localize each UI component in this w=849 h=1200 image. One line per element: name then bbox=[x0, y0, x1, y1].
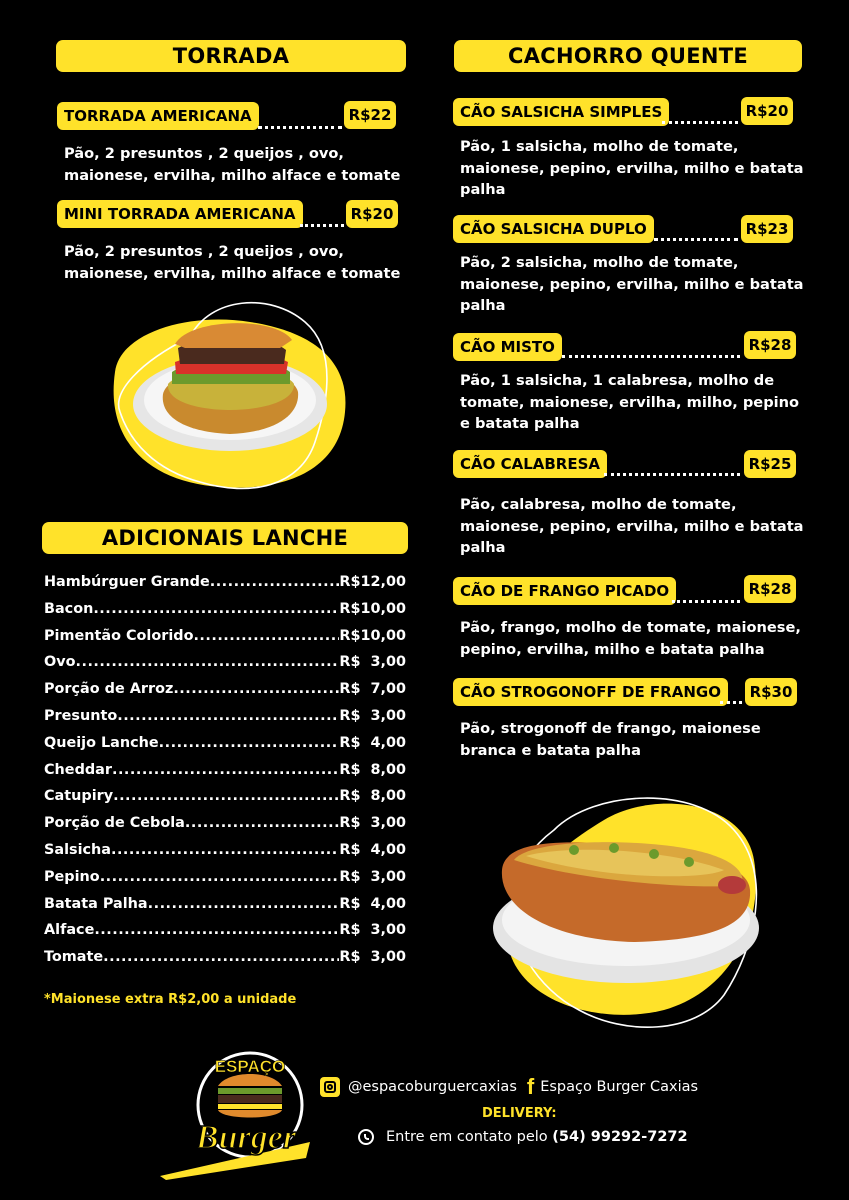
social-links bbox=[320, 1074, 698, 1100]
torrada-americana-price: R$22 bbox=[344, 101, 396, 129]
adicional-price: R$ 3,00 bbox=[339, 654, 406, 671]
adicional-name: Hambúrguer Grande bbox=[44, 574, 210, 590]
desc-line: maionese, pepino, ervilha, milho e batata bbox=[460, 275, 804, 293]
adicional-name: Bacon bbox=[44, 600, 94, 617]
cao-de-frango-picado-price: R$28 bbox=[744, 575, 796, 603]
cao-salsicha-simples-description bbox=[460, 136, 804, 201]
adicional-name: Batata Palha bbox=[44, 895, 148, 912]
adicional-name: Pimentão Colorido bbox=[44, 627, 194, 644]
adicional-price: R$ 3,00 bbox=[339, 922, 406, 939]
instagram-handle[interactable]: @espacoburguercaxias bbox=[348, 1079, 517, 1095]
desc-line: Pão, 1 salsicha, 1 calabresa, molho de bbox=[460, 372, 775, 389]
cao-strogonoff-de-frango-description bbox=[460, 718, 761, 761]
adicional-name: Porção de Cebola bbox=[44, 815, 185, 832]
cao-strogonoff-de-frango-name: CÃO STROGONOFF DE FRANGO bbox=[453, 678, 728, 706]
desc-line: Pão, 1 salsicha, molho de tomate, bbox=[460, 138, 739, 155]
dot-leader bbox=[654, 238, 738, 241]
cao-misto-description bbox=[460, 370, 799, 435]
dot-leader bbox=[210, 574, 340, 590]
adicional-name: Alface bbox=[44, 922, 95, 939]
dot-leader bbox=[100, 869, 340, 885]
logo-text-espaco: ESPAÇO bbox=[214, 1057, 286, 1076]
dot-leader bbox=[117, 708, 339, 724]
cao-misto-name: CÃO MISTO bbox=[453, 333, 562, 361]
phone-number[interactable]: (54) 99292-7272 bbox=[552, 1129, 688, 1145]
adicional-price: R$12,00 bbox=[339, 574, 406, 590]
desc-line: pepino, ervilha, milho e batata palha bbox=[460, 640, 765, 658]
dot-leader bbox=[672, 600, 740, 603]
desc-line: palha bbox=[460, 181, 506, 198]
desc-line: tomate, maionese, ervilha, milho, pepino bbox=[460, 393, 800, 411]
dot-leader bbox=[148, 896, 340, 912]
cachorro-quente-photo bbox=[484, 790, 774, 1040]
cao-salsicha-simples-name: CÃO SALSICHA SIMPLES bbox=[453, 98, 669, 126]
dot-leader bbox=[113, 788, 339, 804]
adicional-row bbox=[44, 918, 406, 938]
cao-calabresa-description bbox=[460, 494, 804, 559]
cao-salsicha-duplo-name: CÃO SALSICHA DUPLO bbox=[453, 215, 654, 243]
desc-line: Pão, 2 presuntos , 2 queijos , ovo, bbox=[64, 243, 344, 260]
adicional-name: Pepino bbox=[44, 868, 100, 885]
desc-line: Pão, 2 salsicha, molho de tomate, bbox=[460, 254, 739, 271]
adicional-row bbox=[44, 838, 406, 858]
dot-leader bbox=[258, 126, 342, 129]
cao-strogonoff-de-frango-price: R$30 bbox=[745, 678, 797, 706]
mini-torrada-americana-price: R$20 bbox=[346, 200, 398, 228]
espaco-burger-logo bbox=[160, 1050, 320, 1180]
facebook-icon[interactable]: f bbox=[526, 1074, 535, 1099]
desc-line: Pão, frango, molho de tomate, maionese, bbox=[460, 619, 801, 636]
mini-torrada-americana-description bbox=[64, 241, 400, 284]
dot-leader bbox=[76, 654, 340, 670]
adicional-name: Tomate bbox=[44, 949, 104, 966]
adicional-row bbox=[44, 731, 406, 751]
delivery-label: DELIVERY: bbox=[482, 1106, 557, 1121]
dot-leader bbox=[662, 121, 738, 124]
cao-salsicha-simples-price: R$20 bbox=[741, 97, 793, 125]
contact-line bbox=[358, 1129, 688, 1145]
desc-line: branca e batata palha bbox=[460, 741, 641, 759]
whatsapp-icon[interactable] bbox=[358, 1129, 374, 1145]
desc-line: maionese, pepino, ervilha, milho e batata bbox=[460, 517, 804, 535]
desc-line: maionese, ervilha, milho alface e tomate bbox=[64, 264, 401, 282]
desc-line: palha bbox=[460, 297, 506, 314]
dot-leader bbox=[103, 949, 339, 965]
desc-line: e batata palha bbox=[460, 415, 580, 432]
adicional-price: R$ 3,00 bbox=[339, 815, 406, 832]
desc-line: Pão, strogonoff de frango, maionese bbox=[460, 720, 761, 737]
dot-leader bbox=[112, 762, 339, 778]
maionese-note: *Maionese extra R$2,00 a unidade bbox=[44, 992, 297, 1007]
dot-leader bbox=[720, 701, 742, 704]
mini-torrada-americana-name: MINI TORRADA AMERICANA bbox=[57, 200, 303, 228]
adicional-row bbox=[44, 865, 406, 885]
dot-leader bbox=[93, 601, 339, 617]
dot-leader bbox=[193, 628, 339, 644]
adicional-row bbox=[44, 704, 406, 724]
dot-leader bbox=[604, 473, 740, 476]
cachorro-section-title: CACHORRO QUENTE bbox=[454, 40, 802, 72]
adicional-name: Catupiry bbox=[44, 788, 114, 805]
dot-leader bbox=[185, 815, 339, 831]
torrada-americana-description bbox=[64, 143, 400, 186]
desc-line: maionese, pepino, ervilha, milho e batata bbox=[460, 159, 804, 177]
adicional-row bbox=[44, 570, 406, 590]
adicional-row bbox=[44, 677, 406, 697]
desc-line: Pão, calabresa, molho de tomate, bbox=[460, 496, 737, 513]
adicional-row bbox=[44, 945, 406, 965]
desc-line: Pão, 2 presuntos , 2 queijos , ovo, bbox=[64, 145, 344, 162]
desc-line: maionese, ervilha, milho alface e tomate bbox=[64, 166, 401, 184]
cao-salsicha-duplo-price: R$23 bbox=[741, 215, 793, 243]
adicional-name: Presunto bbox=[44, 708, 118, 724]
cao-de-frango-picado-name: CÃO DE FRANGO PICADO bbox=[453, 577, 676, 605]
adicional-price: R$ 3,00 bbox=[339, 708, 406, 724]
adicional-price: R$ 8,00 bbox=[339, 761, 406, 778]
adicional-name: Salsicha bbox=[44, 842, 111, 858]
cao-de-frango-picado-description bbox=[460, 617, 801, 660]
adicional-name: Cheddar bbox=[44, 761, 112, 778]
adicional-price: R$ 4,00 bbox=[339, 895, 406, 912]
adicional-price: R$ 4,00 bbox=[339, 842, 406, 858]
torrada-section-title: TORRADA bbox=[56, 40, 406, 72]
adicional-name: Queijo Lanche bbox=[44, 734, 159, 751]
dot-leader bbox=[562, 355, 740, 358]
adicional-price: R$10,00 bbox=[339, 627, 406, 644]
cao-salsicha-duplo-description bbox=[460, 252, 804, 317]
contact-text: Entre em contato pelo bbox=[386, 1129, 548, 1145]
adicional-row bbox=[44, 784, 406, 804]
adicional-row bbox=[44, 650, 406, 670]
adicional-price: R$ 8,00 bbox=[339, 788, 406, 805]
dot-leader bbox=[159, 735, 340, 751]
adicional-name: Ovo bbox=[44, 654, 76, 671]
instagram-icon[interactable] bbox=[320, 1077, 340, 1097]
adicional-row bbox=[44, 892, 406, 912]
cao-misto-price: R$28 bbox=[744, 331, 796, 359]
dot-leader bbox=[94, 922, 339, 938]
cao-calabresa-name: CÃO CALABRESA bbox=[453, 450, 607, 478]
adicional-price: R$ 3,00 bbox=[339, 868, 406, 885]
adicional-row bbox=[44, 811, 406, 831]
adicional-name: Porção de Arroz bbox=[44, 681, 174, 698]
dot-leader bbox=[300, 224, 344, 227]
dot-leader bbox=[111, 842, 339, 858]
dot-leader bbox=[173, 681, 339, 697]
facebook-page[interactable]: Espaço Burger Caxias bbox=[540, 1079, 699, 1095]
adicional-price: R$ 4,00 bbox=[339, 734, 406, 751]
adicional-price: R$ 3,00 bbox=[339, 949, 406, 966]
desc-line: palha bbox=[460, 539, 506, 556]
torrada-photo bbox=[100, 292, 360, 502]
adicional-price: R$10,00 bbox=[339, 600, 406, 617]
adicional-price: R$ 7,00 bbox=[339, 681, 406, 698]
logo-text-burger: Burger bbox=[195, 1119, 297, 1156]
torrada-americana-name: TORRADA AMERICANA bbox=[57, 102, 259, 130]
adicional-row bbox=[44, 624, 406, 644]
adicional-row bbox=[44, 597, 406, 617]
cao-calabresa-price: R$25 bbox=[744, 450, 796, 478]
adicionais-section-title: ADICIONAIS LANCHE bbox=[42, 522, 408, 554]
adicional-row bbox=[44, 758, 406, 778]
